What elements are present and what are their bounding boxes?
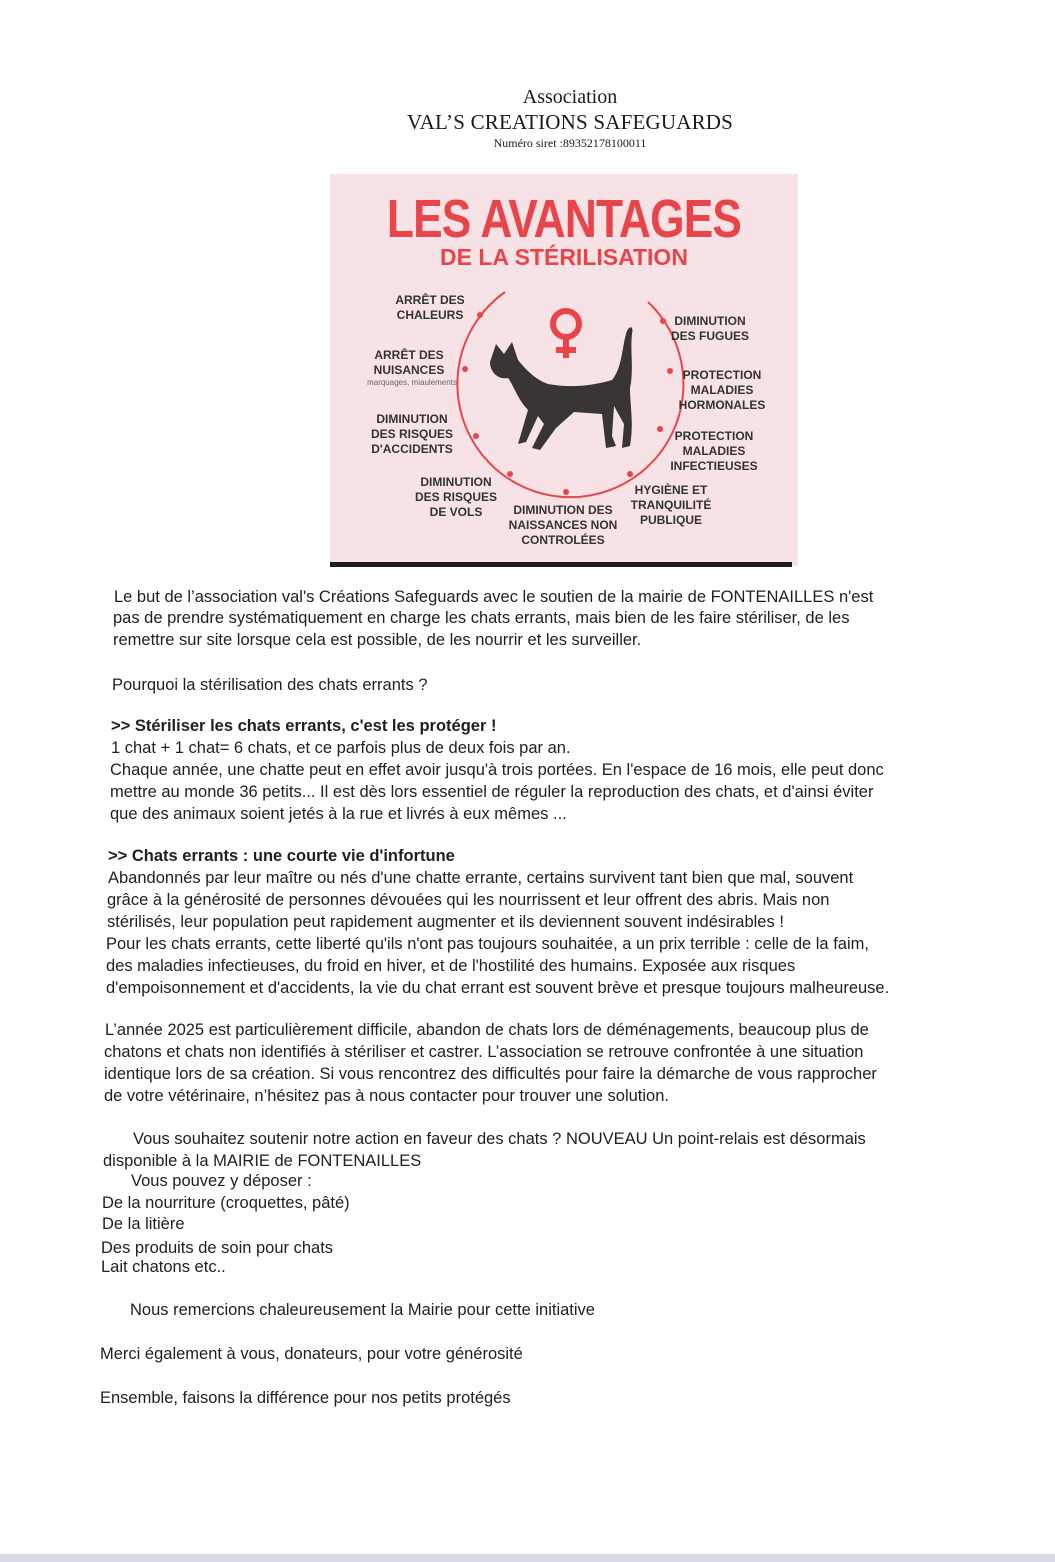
thanks-mairie: Nous remercions chaleureusement la Mairie pour cette initiative [130,1301,595,1319]
deposit-item: Des produits de soin pour chats [101,1239,334,1257]
intro-line: pas de prendre systématiquement en charge les chats errants, mais bien de les faire stériliser, de les [113,609,850,627]
paragraph-2025-line: chatons et chats non identifiés à stériliser et castrer. L’association se retrouve confrontée à une situation [104,1043,864,1061]
thanks-donors: Merci également à vous, donateurs, pour votre générosité [100,1345,523,1363]
section2-line: Abandonnés par leur maître ou nés d'une chatte errante, certains survivent tant bien que mal, souvent [108,869,854,887]
paragraph-2025-line: identique lors de sa création. Si vous rencontrez des difficultés pour faire la démarche de vous rapprocher [104,1065,877,1083]
section2-line: d'empoisonnement et d'accidents, la vie du chat errant est souvent brève et presque toujours malheureuse. [106,979,890,997]
cat-silhouette-icon [490,327,632,450]
female-symbol-icon [553,311,579,358]
label-naissances: DIMINUTION DES NAISSANCES NON CONTROLÉES [508,503,618,547]
circle-dot [477,312,483,318]
deposit-item: De la nourriture (croquettes, pâté) [102,1194,350,1212]
label-hygiene: HYGIÈNE ET TRANQUILITÉ PUBLIQUE [630,483,712,527]
relay-line: Vous souhaitez soutenir notre action en faveur des chats ? NOUVEAU Un point-relais est désormais [133,1130,866,1148]
label-risques-accidents: DIMINUTION DES RISQUES D'ACCIDENTS [370,412,454,456]
page-bottom-edge [0,1554,1055,1562]
circle-dot [507,471,513,477]
association-name: VAL’S CREATIONS SAFEGUARDS [406,110,734,134]
label-fugues: DIMINUTION DES FUGUES [670,314,749,343]
paragraph-2025-line: de votre vétérinaire, n’hésitez pas à nous contacter pour trouver une solution. [104,1087,669,1105]
section1-line: mettre au monde 36 petits... Il est dès lors essentiel de réguler la reproduction des chats, et d'ainsi éviter [110,783,874,801]
circle-dot [627,471,633,477]
poster-underline [330,562,792,567]
association-label: Association [522,86,618,108]
label-arret-nuisances: ARRÊT DES NUISANCES [373,348,445,377]
section2-line: stérilisés, leur population peut rapidement augmenter et ils deviennent souvent indésirables ! [107,913,784,931]
poster-subtitle: DE LA STÉRILISATION [440,244,688,270]
intro-line: remettre sur site lorsque cela est possible, de les nourrir et les surveiller. [113,631,642,649]
circle-dot [473,433,479,439]
section2-line: des maladies infectieuses, du froid en hiver, et de l'hostilité des humains. Exposée aux risques [106,957,796,975]
label-infectieuses: PROTECTION MALADIES INFECTIEUSES [670,429,758,473]
paragraph-2025-line: L’année 2025 est particulièrement difficile, abandon de chats lors de déménagements, beaucoup plus de [105,1021,869,1039]
deposit-intro: Vous pouvez y déposer : [131,1172,312,1190]
relay-line: disponible à la MAIRIE de FONTENAILLES [103,1152,422,1170]
section1-line: Chaque année, une chatte peut en effet avoir jusqu'à trois portées. En l'espace de 16 mois, elle peut donc [110,761,884,779]
sterilization-poster [330,174,798,566]
section1-line: que des animaux soient jetés à la rue et livrés à eux mêmes ... [110,805,567,823]
deposit-item: De la litière [102,1215,185,1233]
closing-line: Ensemble, faisons la différence pour nos petits protégés [100,1389,511,1407]
circle-dot [563,489,569,495]
deposit-item: Lait chatons etc.. [101,1258,226,1276]
circle-dot [462,366,468,372]
label-nuisances-detail: marquages, miaulements [367,378,457,387]
poster-title: LES AVANTAGES [386,189,742,249]
label-risques-vols: DIMINUTION DES RISQUES DE VOLS [414,475,498,519]
section2-line: Pour les chats errants, cette liberté qu'ils n'ont pas toujours souhaitée, a un prix terrible : celle de la faim, [106,935,869,953]
intro-line: Le but de l’association val's Créations Safeguards avec le soutien de la mairie de FONTENAILLES n'est [114,588,874,606]
section1-heading: >> Stériliser les chats errants, c'est les protéger ! [111,717,497,735]
section2-heading: >> Chats errants : une courte vie d'infortune [108,847,455,865]
label-arret-chaleurs: ARRÊT DES CHALEURS [395,293,465,322]
label-hormonales: PROTECTION MALADIES HORMONALES [678,368,766,412]
question-line: Pourquoi la stérilisation des chats errants ? [112,676,428,694]
siret-number: Numéro siret :89352178100011 [493,136,647,150]
document-header [0,86,1055,150]
section1-line: 1 chat + 1 chat= 6 chats, et ce parfois plus de deux fois par an. [111,739,571,757]
section2-line: grâce à la générosité de personnes dévouées qui les nourrissent et leur offrent des abris. Mais non [107,891,830,909]
